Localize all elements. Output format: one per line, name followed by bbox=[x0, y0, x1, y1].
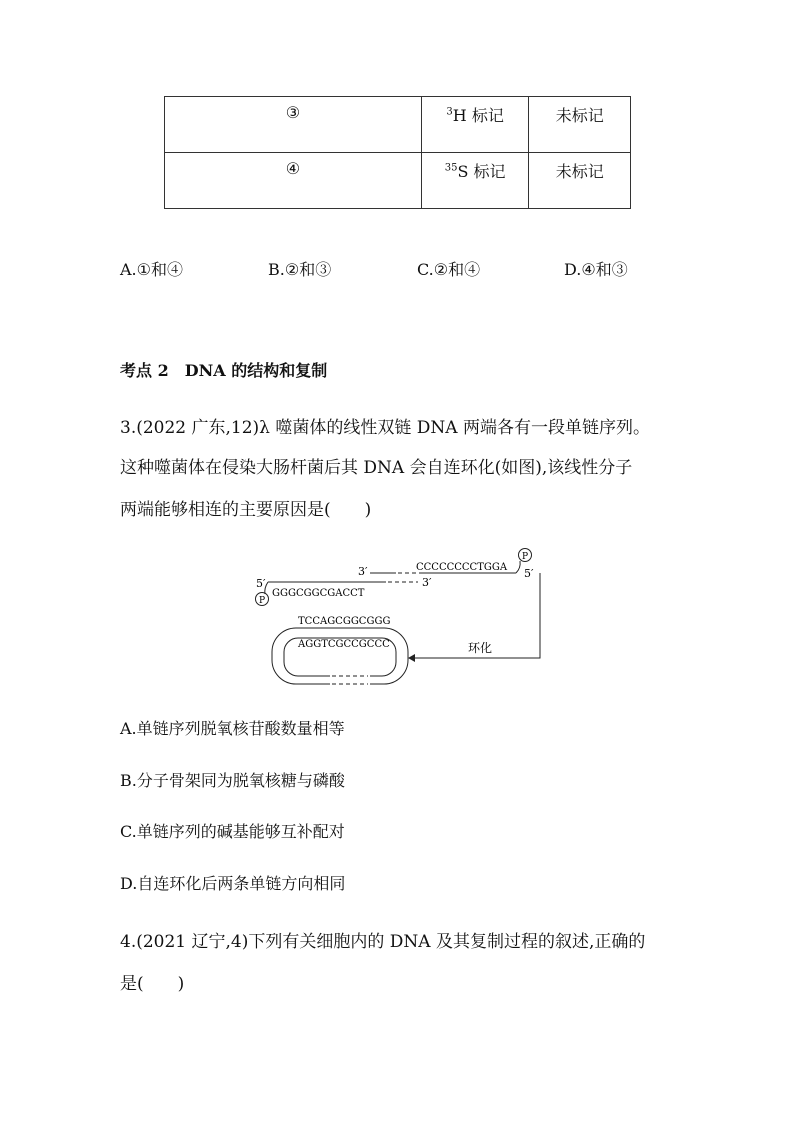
table-cell: ③ bbox=[165, 97, 422, 153]
q3-stem-line: 两端能够相连的主要原因是( ) bbox=[120, 500, 372, 520]
table-cell: ④ bbox=[165, 153, 422, 209]
q2-option-d: D.④和③ bbox=[564, 260, 628, 279]
q3-option-b: B.分子骨架同为脱氧核糖与磷酸 bbox=[120, 771, 345, 790]
q4-stem-line: 4.(2021 辽宁,4)下列有关细胞内的 DNA 及其复制过程的叙述,正确的 bbox=[120, 932, 646, 952]
q2-option-a: A.①和④ bbox=[120, 260, 183, 279]
phosphate-label: P bbox=[259, 596, 266, 606]
isotope-mass: 3 bbox=[446, 106, 453, 118]
section-title: 考点 2 DNA 的结构和复制 bbox=[120, 361, 328, 380]
table-cell bbox=[421, 97, 529, 153]
label-3prime: 3′ bbox=[358, 565, 368, 578]
ring-top-sequence: TCCAGCGGCGGG bbox=[298, 616, 391, 627]
q3-stem-line: 这种噬菌体在侵染大肠杆菌后其 DNA 会自连环化(如图),该线性分子 bbox=[120, 458, 633, 478]
table-row bbox=[165, 153, 631, 209]
label-5prime: 5′ bbox=[524, 567, 534, 580]
label-3prime: 3′ bbox=[422, 576, 432, 589]
isotope-label: S 标记 bbox=[457, 162, 506, 181]
table-cell: 未标记 bbox=[529, 97, 631, 153]
q2-option-c: C.②和④ bbox=[417, 260, 481, 279]
phosphate-label: P bbox=[522, 552, 529, 562]
table-cell: 未标记 bbox=[529, 153, 631, 209]
table-row bbox=[165, 97, 631, 153]
q3-option-a: A.单链序列脱氧核苷酸数量相等 bbox=[120, 719, 345, 738]
label-table bbox=[164, 96, 631, 209]
q4-stem-line: 是( ) bbox=[120, 974, 185, 994]
q2-option-b: B.②和③ bbox=[268, 260, 332, 279]
top-sequence: CCCCCCCCTGGA bbox=[416, 562, 508, 573]
q3-stem-line: 3.(2022 广东,12)λ 噬菌体的线性双链 DNA 两端各有一段单链序列。 bbox=[120, 418, 650, 438]
arrow-label: 环化 bbox=[468, 641, 493, 655]
ring-bottom-sequence: AGGTCGCCGCCC bbox=[298, 639, 390, 650]
q3-option-d: D.自连环化后两条单链方向相同 bbox=[120, 874, 346, 893]
dna-cyclization-diagram bbox=[248, 542, 548, 692]
q3-option-c: C.单链序列的碱基能够互补配对 bbox=[120, 822, 345, 841]
isotope-mass: 35 bbox=[444, 162, 458, 174]
label-5prime: 5′ bbox=[256, 577, 266, 590]
bottom-sequence: GGGCGGCGACCT bbox=[272, 588, 365, 599]
arrow-head-icon bbox=[408, 654, 415, 662]
table-cell bbox=[421, 153, 529, 209]
isotope-label: H 标记 bbox=[452, 106, 504, 125]
phosphate-link bbox=[516, 561, 520, 573]
